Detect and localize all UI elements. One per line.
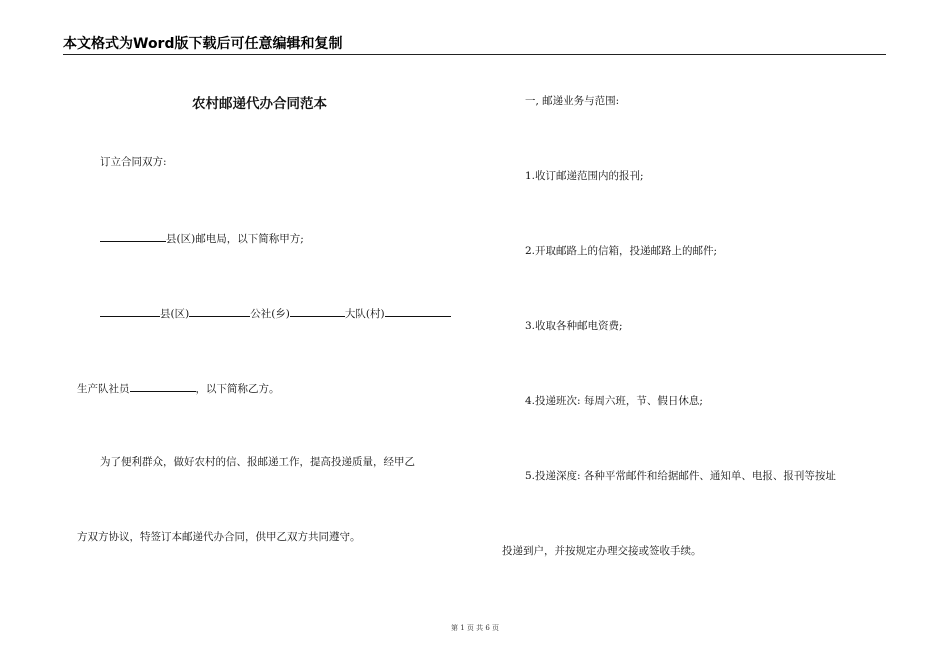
- scope-item-4: 4.投递班次: 每周六班，节、假日休息;: [525, 395, 703, 407]
- scope-item-2: 2.开取邮路上的信箱，投递邮路上的邮件;: [525, 245, 718, 257]
- party-a-text: 县(区)邮电局，以下简称甲方;: [166, 233, 304, 245]
- blank-field: [100, 230, 166, 242]
- purpose-paragraph-line-1: 为了便利群众，做好农村的信、报邮递工作，提高投递质量，经甲乙: [100, 456, 415, 468]
- purpose-paragraph-line-2: 方双方协议，特签订本邮递代办合同，供甲乙双方共同遵守。: [77, 531, 361, 543]
- blank-field: [189, 305, 250, 317]
- blank-field: [385, 305, 451, 317]
- scope-item-5: 5.投递深度: 各种平常邮件和给据邮件、通知单、电报、报刊等按址: [525, 470, 836, 482]
- party-b-brigade-label: 大队(村): [344, 308, 385, 320]
- document-title: 农村邮递代办合同范本: [192, 96, 327, 112]
- member-prefix: 生产队社员: [77, 383, 130, 395]
- document-banner: 本文格式为Word版下载后可任意编辑和复制: [63, 35, 886, 55]
- page-number: 第 1 页 共 6 页: [450, 624, 500, 632]
- section-heading: 一, 邮递业务与范围:: [525, 95, 620, 107]
- member-suffix: ，以下简称乙方。: [195, 383, 280, 395]
- scope-item-3: 3.收取各种邮电资费;: [525, 320, 623, 332]
- party-b-commune-label: 公社(乡): [250, 308, 290, 320]
- party-b-county-label: 县(区): [160, 308, 190, 320]
- blank-field: [130, 380, 196, 392]
- scope-item-5-continued: 投递到户，并按规定办理交接或签收手续。: [502, 545, 702, 557]
- party-b-address-line: [100, 305, 451, 321]
- blank-field: [100, 305, 160, 317]
- blank-field: [290, 305, 345, 317]
- party-b-member-line: [77, 380, 280, 396]
- scope-item-1: 1.收订邮递范围内的报刊;: [525, 170, 644, 182]
- party-a-line: [100, 230, 304, 246]
- contract-parties-intro: 订立合同双方:: [100, 156, 167, 168]
